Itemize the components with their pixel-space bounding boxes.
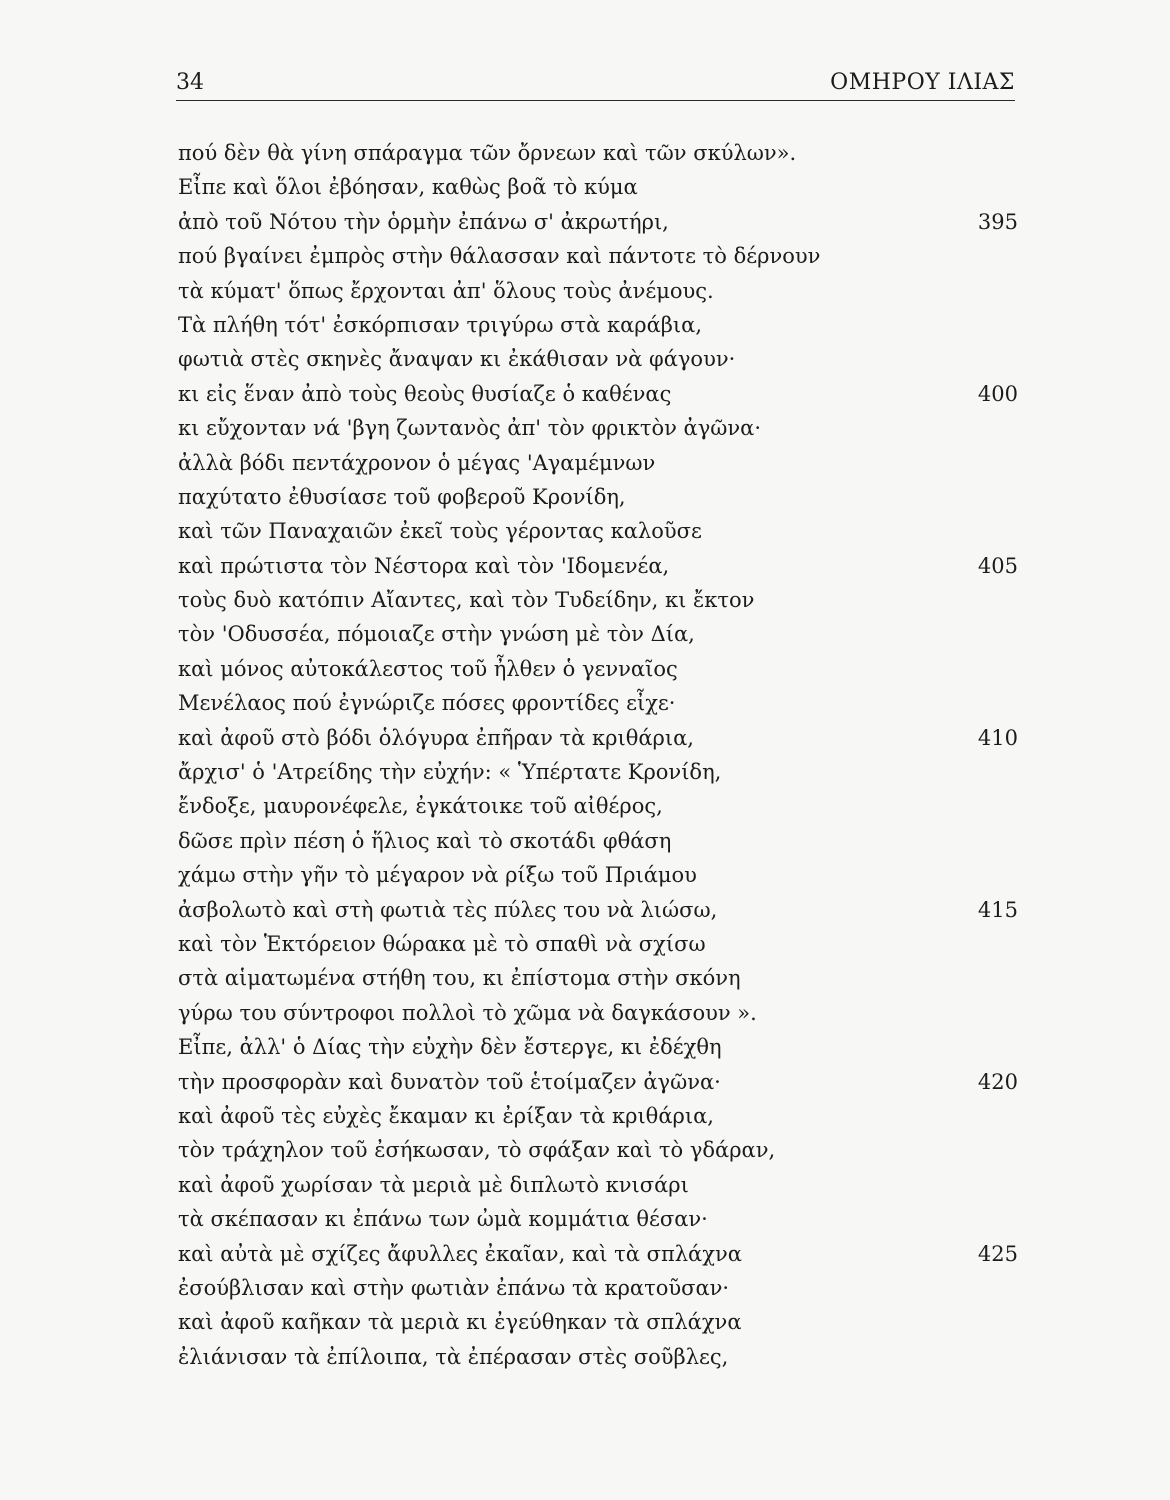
verse-text: ἄρχισ' ὁ 'Ατρείδης τὴν εὐχήν: « Ὑπέρτατε Κρονίδη,	[178, 760, 722, 785]
verse-text: δῶσε πρὶν πέση ὁ ἥλιος καὶ τὸ σκοτάδι φθάση	[178, 828, 672, 853]
verse-text: ἔνδοξε, μαυρονέφελε, ἐγκάτοικε τοῦ αἰθέρος,	[178, 794, 663, 819]
verse-line	[178, 686, 1018, 720]
verse-text: τὰ κύματ' ὅπως ἔρχονται ἀπ' ὅλους τοὺς ἀνέμους.	[178, 278, 714, 303]
verse-line	[178, 1305, 1018, 1339]
verse-line	[178, 1168, 1018, 1202]
verse-text: καὶ ἀφοῦ τὲς εὐχὲς ἔκαμαν κι ἐρίξαν τὰ κριθάρια,	[178, 1103, 714, 1128]
verse-line	[178, 549, 1018, 583]
verse-line	[178, 789, 1018, 823]
header-rule	[176, 100, 1015, 101]
verse-text: πού δὲν θὰ γίνη σπάραγμα τῶν ὄρνεων καὶ τῶν σκύλων».	[178, 141, 797, 165]
verse-line	[178, 411, 1018, 445]
verse-line	[178, 205, 1018, 239]
verse-line	[178, 617, 1018, 651]
verse-line	[178, 1099, 1018, 1133]
verse-line	[178, 136, 1018, 170]
verse-line	[178, 996, 1018, 1030]
verse-line	[178, 274, 1018, 308]
verse-line	[178, 755, 1018, 789]
verse-line	[178, 1271, 1018, 1305]
verse-text: χάμω στὴν γῆν τὸ μέγαρον νὰ ρίξω τοῦ Πριάμου	[178, 863, 697, 888]
verse-text: παχύτατο ἐθυσίασε τοῦ φοβεροῦ Κρονίδη,	[178, 484, 626, 509]
verse-line	[178, 824, 1018, 858]
verse-text: Τὰ πλήθη τότ' ἐσκόρπισαν τριγύρω στὰ καράβια,	[178, 312, 703, 337]
verse-block	[178, 136, 1018, 1374]
verse-line	[178, 893, 1018, 927]
verse-line	[178, 1030, 1018, 1064]
verse-line	[178, 961, 1018, 995]
verse-line	[178, 342, 1018, 376]
verse-line	[178, 858, 1018, 892]
verse-text: καὶ ἀφοῦ καῆκαν τὰ μεριὰ κι ἐγεύθηκαν τὰ σπλάχνα	[178, 1310, 742, 1335]
verse-line	[178, 652, 1018, 686]
verse-text: ἐσούβλισαν καὶ στὴν φωτιὰν ἐπάνω τὰ κρατοῦσαν·	[178, 1275, 730, 1300]
verse-text: ἀλλὰ βόδι πεντάχρονον ὁ μέγας 'Αγαμέμνων	[178, 450, 656, 475]
verse-line	[178, 480, 1018, 514]
verse-text: Εἶπε, ἀλλ' ὁ Δίας τὴν εὐχὴν δὲν ἔστεργε, κι ἐδέχθη	[178, 1035, 722, 1060]
verse-text: τοὺς δυὸ κατόπιν Αἴαντες, καὶ τὸν Τυδείδην, κι ἔκτον	[178, 588, 755, 613]
verse-number: 425	[977, 1241, 1018, 1266]
verse-text: καὶ μόνος αὐτοκάλεστος τοῦ ἦλθεν ὁ γενναῖος	[178, 656, 678, 681]
verse-text: κι εἰς ἕναν ἀπὸ τοὺς θεοὺς θυσίαζε ὁ καθένας	[178, 381, 672, 406]
verse-number: 410	[977, 725, 1018, 750]
verse-line	[178, 583, 1018, 617]
verse-text: καὶ ἀφοῦ χωρίσαν τὰ μεριὰ μὲ διπλωτὸ κνισάρι	[178, 1172, 689, 1197]
verse-text: φωτιὰ στὲς σκηνὲς ἄναψαν κι ἐκάθισαν νὰ φάγουν·	[178, 347, 736, 372]
verse-line	[178, 377, 1018, 411]
verse-line	[178, 1133, 1018, 1167]
verse-number: 395	[977, 209, 1018, 234]
verse-text: γύρω του σύντροφοι πολλοὶ τὸ χῶμα νὰ δαγκάσουν ».	[178, 1000, 757, 1025]
verse-line	[178, 170, 1018, 204]
verse-text: καὶ αὐτὰ μὲ σχίζες ἄφυλλες ἐκαῖαν, καὶ τὰ σπλάχνα	[178, 1241, 742, 1266]
verse-text: στὰ αἱματωμένα στήθη του, κι ἐπίστομα στὴν σκόνη	[178, 966, 741, 991]
verse-text: πού βγαίνει ἐμπρὸς στὴν θάλασσαν καὶ πάντοτε τὸ δέρνουν	[178, 244, 821, 269]
verse-text: Μενέλαος πού ἐγνώριζε πόσες φροντίδες εἶχε·	[178, 691, 676, 716]
verse-text: Εἶπε καὶ ὅλοι ἐβόησαν, καθὼς βοᾶ τὸ κύμα	[178, 175, 638, 200]
verse-text: τὸν 'Οδυσσέα, πόμοιαζε στὴν γνώση μὲ τὸν Δία,	[178, 622, 695, 647]
verse-number: 415	[977, 897, 1018, 922]
verse-line	[178, 721, 1018, 755]
page-number: 34	[176, 70, 204, 95]
verse-line	[178, 239, 1018, 273]
verse-text: καὶ ἀφοῦ στὸ βόδι ὁλόγυρα ἐπῆραν τὰ κριθάρια,	[178, 725, 694, 750]
verse-line	[178, 927, 1018, 961]
verse-text: τὴν προσφορὰν καὶ δυνατὸν τοῦ ἑτοίμαζεν ἀγῶνα·	[178, 1069, 721, 1094]
verse-text: τὰ σκέπασαν κι ἐπάνω των ὠμὰ κομμάτια θέσαν·	[178, 1207, 708, 1232]
verse-text: ἀσβολωτὸ καὶ στὴ φωτιὰ τὲς πύλες του νὰ λιώσω,	[178, 897, 718, 922]
verse-number: 405	[977, 553, 1018, 578]
verse-text: καὶ τῶν Παναχαιῶν ἐκεῖ τοὺς γέροντας καλοῦσε	[178, 519, 702, 544]
verse-text: καὶ τὸν Ἑκτόρειον θώρακα μὲ τὸ σπαθὶ νὰ σχίσω	[178, 931, 706, 956]
verse-text: κι εὔχονταν νά 'βγη ζωντανὸς ἀπ' τὸν φρικτὸν ἀγῶνα·	[178, 416, 762, 441]
verse-line	[178, 308, 1018, 342]
verse-line	[178, 1340, 1018, 1374]
verse-number: 400	[977, 381, 1018, 406]
verse-text: ἀπὸ τοῦ Νότου τὴν ὁρμὴν ἐπάνω σ' ἀκρωτήρι,	[178, 209, 669, 234]
running-title: ΟΜΗΡΟΥ ΙΛΙΑΣ	[830, 70, 1015, 95]
verse-line	[178, 1065, 1018, 1099]
verse-text: καὶ πρώτιστα τὸν Νέστορα καὶ τὸν 'Ιδομενέα,	[178, 553, 670, 578]
verse-number: 420	[977, 1069, 1018, 1094]
verse-line	[178, 514, 1018, 548]
verse-text: ἐλιάνισαν τὰ ἐπίλοιπα, τὰ ἐπέρασαν στὲς σοῦβλες,	[178, 1344, 729, 1369]
verse-line	[178, 1237, 1018, 1271]
verse-line	[178, 446, 1018, 480]
page-header	[176, 68, 1015, 102]
verse-line	[178, 1202, 1018, 1236]
verse-text: τὸν τράχηλον τοῦ ἐσήκωσαν, τὸ σφάξαν καὶ τὸ γδάραν,	[178, 1138, 776, 1163]
